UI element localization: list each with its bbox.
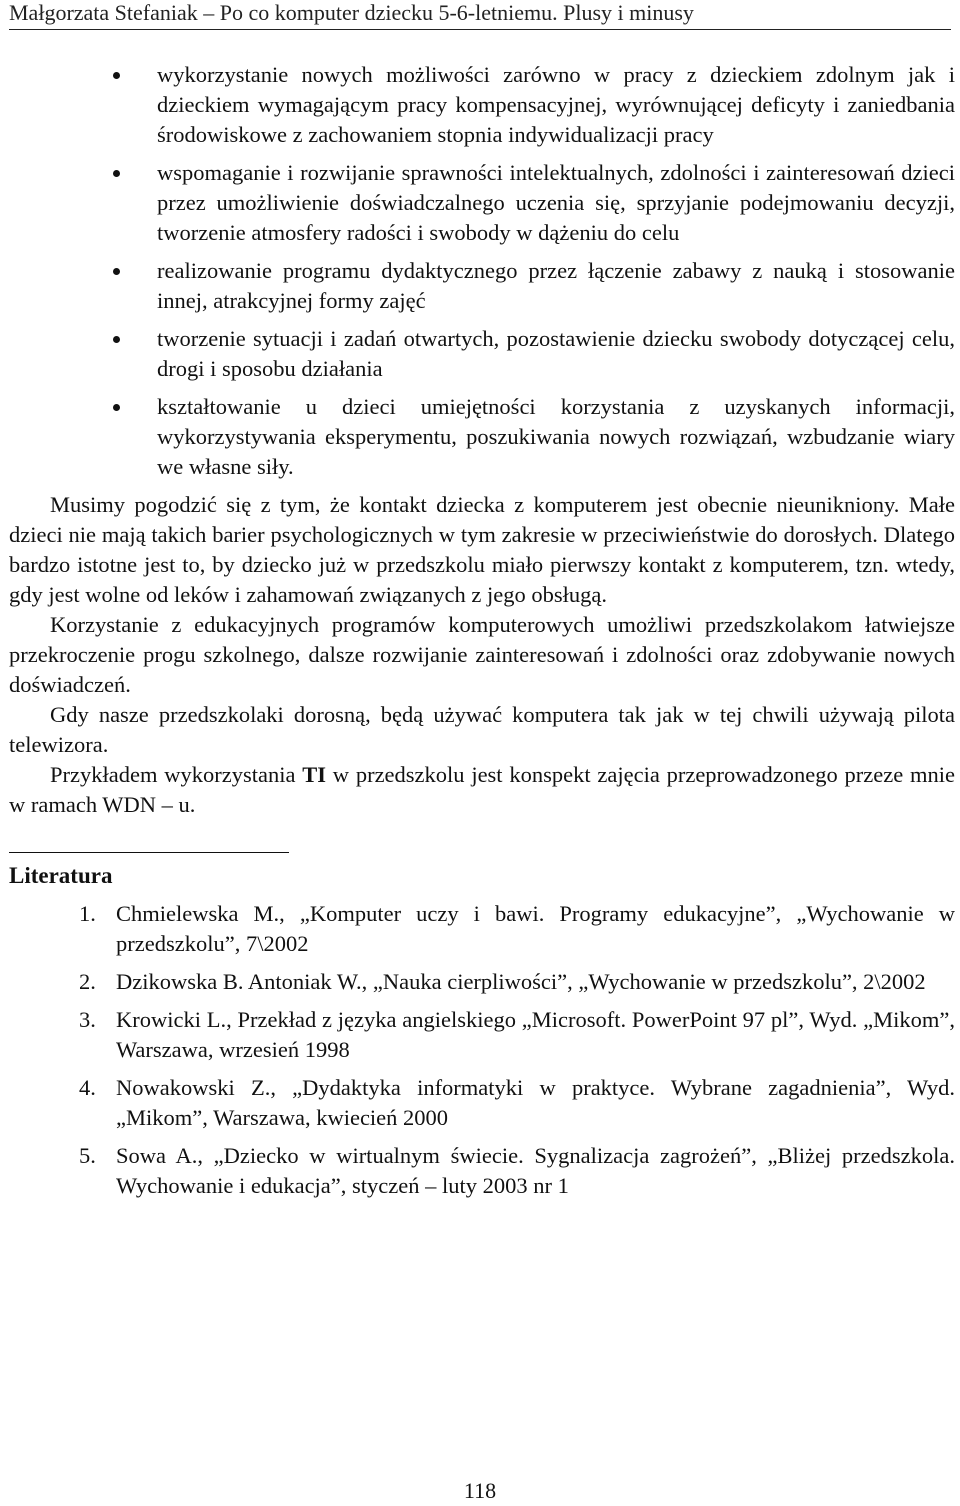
bullet-text: wspomaganie i rozwijanie sprawności intelektualnych, zdolności i zainteresowań dzieci przez umożliwienie doświadczalnego uczenia się, sprzyjanie podejmowaniu decyzji, tworzenie atmosfery radości i swobody w dążeniu do celu — [157, 160, 955, 245]
bullet-item — [9, 392, 955, 482]
body-paragraph — [9, 760, 955, 820]
reference-number: 4. — [79, 1075, 96, 1100]
reference-list — [9, 899, 955, 1201]
body-paragraph: Musimy pogodzić się z tym, że kontakt dziecka z komputerem jest obecnie nieunikniony. Małe dzieci nie mają takich barier psychologicznych w tym zakresie w przeciwieństwie do dorosłych. Dlatego bardzo istotne jest to, by dziecko już w przedszkolu miało pierwszy kontakt z komputerem, tzn. wtedy, gdy jest wolne od leków i zahamowań związanych z jego obsługą. — [9, 492, 955, 607]
body-paragraph: Gdy nasze przedszkolaki dorosną, będą używać komputera tak jak w tej chwili używają pilota telewizora. — [9, 702, 955, 757]
bullet-item — [9, 256, 955, 316]
reference-text: Dzikowska B. Antoniak W., „Nauka cierpliwości”, „Wychowanie w przedszkolu”, 2\2002 — [116, 969, 926, 994]
bullet-dot-icon — [113, 336, 120, 343]
reference-text: Krowicki L., Przekład z języka angielskiego „Microsoft. PowerPoint 97 pl”, Wyd. „Mikom”, Warszawa, wrzesień 1998 — [116, 1007, 955, 1062]
reference-number: 1. — [79, 901, 96, 926]
reference-item — [9, 1073, 955, 1133]
page-number: 118 — [463, 1478, 497, 1503]
reference-item — [9, 1005, 955, 1065]
reference-number: 3. — [79, 1007, 96, 1032]
reference-number: 5. — [79, 1143, 96, 1168]
bullet-text: wykorzystanie nowych możliwości zarówno w pracy z dzieckiem zdolnym jak i dzieckiem wymagającym pracy kompensacyjnej, wyrównującej deficyty i zaniedbania środowiskowe z zachowaniem stopnia indywidualizacji pracy — [157, 62, 955, 147]
paragraph-text: w przedszkolu jest konspekt zajęcia przeprowadzonego przeze mnie w ramach WDN – u. — [9, 762, 955, 817]
bullet-dot-icon — [113, 72, 120, 79]
page-content — [9, 60, 955, 1209]
bullet-dot-icon — [113, 404, 120, 411]
reference-text: Nowakowski Z., „Dydaktyka informatyki w praktyce. Wybrane zagadnienia”, Wyd. „Mikom”, Warszawa, kwiecień 2000 — [116, 1075, 955, 1130]
reference-item — [9, 967, 955, 997]
bullet-item — [9, 60, 955, 150]
bullet-item — [9, 158, 955, 248]
body-paragraph: Korzystanie z edukacyjnych programów komputerowych umożliwi przedszkolakom łatwiejsze przekroczenie progu szkolnego, dalsze rozwijanie zainteresowań i zdolności oraz zdobywanie nowych doświadczeń. — [9, 612, 955, 697]
bullet-dot-icon — [113, 170, 120, 177]
bullet-item — [9, 324, 955, 384]
bullet-list — [9, 60, 955, 482]
bullet-text: tworzenie sytuacji i zadań otwartych, pozostawienie dziecku swobody dotyczącej celu, drogi i sposobu działania — [157, 326, 955, 381]
reference-item — [9, 899, 955, 959]
bullet-text: realizowanie programu dydaktycznego przez łączenie zabawy z nauką i stosowanie innej, atrakcyjnej formy zajęć — [157, 258, 955, 313]
reference-number: 2. — [79, 969, 96, 994]
bullet-dot-icon — [113, 268, 120, 275]
reference-text: Sowa A., „Dziecko w wirtualnym świecie. Sygnalizacja zagrożeń”, „Bliżej przedszkola. Wychowanie i edukacja”, styczeń – luty 2003 nr 1 — [116, 1143, 955, 1198]
reference-item — [9, 1141, 955, 1201]
reference-text: Chmielewska M., „Komputer uczy i bawi. Programy edukacyjne”, „Wychowanie w przedszkolu”, 7\2002 — [116, 901, 955, 956]
bullet-text: kształtowanie u dzieci umiejętności korzystania z uzyskanych informacji, wykorzystywania eksperymentu, poszukiwania nowych rozwiązań, wzbudzanie wiary we własne siły. — [157, 394, 955, 479]
bold-term: TI — [302, 762, 327, 787]
running-header: Małgorzata Stefaniak – Po co komputer dziecku 5-6-letniemu. Plusy i minusy — [9, 0, 951, 30]
paragraph-text: Przykładem wykorzystania — [50, 762, 303, 787]
literature-heading: Literatura — [9, 863, 113, 888]
section-divider — [9, 852, 289, 853]
